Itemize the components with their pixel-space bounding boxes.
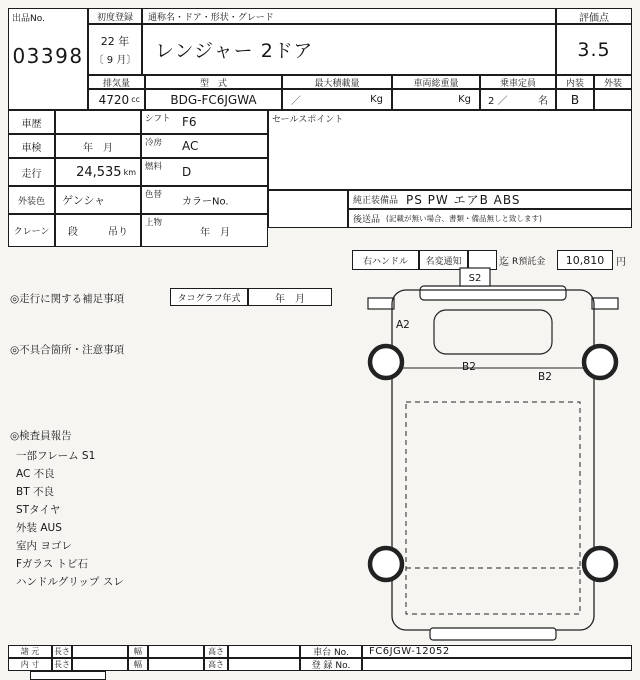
equipment-label: 純正装備品: [353, 196, 399, 206]
first-registration-value: [88, 24, 142, 75]
displacement-value: 4720: [98, 92, 130, 107]
vehicle-name-value: レンジャー 2ドア: [142, 24, 556, 75]
damage-marker-a2: A2: [396, 319, 410, 331]
sales-point-label: セールスポイント: [272, 115, 344, 125]
inspector-report-item: 外装 AUS: [16, 521, 62, 534]
max-load-value-cell: [282, 89, 392, 110]
later-items-label: 後送品: [353, 215, 381, 225]
inner-length-label: 長さ: [54, 660, 70, 669]
sales-point-box: [268, 110, 632, 190]
history-label: 車歴: [8, 110, 55, 134]
upper-body-value: 年 月: [200, 227, 230, 238]
upper-body-label: 上物: [145, 218, 163, 228]
capacity-value: 2 ／: [488, 96, 508, 107]
truck-body-outline: [392, 290, 594, 630]
cooling-cell: [141, 134, 268, 158]
vehicle-damage-diagram: [356, 266, 630, 644]
inspector-report-item: BT 不良: [16, 485, 54, 498]
inspector-report-list: [16, 446, 236, 590]
crane-hoist-label: 吊り: [108, 227, 128, 238]
crane-stage-label: 段: [68, 227, 78, 238]
first-registration-year: 22 年: [100, 35, 130, 48]
repaint-value: カラーNo.: [182, 196, 229, 208]
spec-width-value: [148, 645, 204, 658]
tachograph-label-box: タコグラフ年式: [170, 288, 248, 306]
sales-point-extension: [268, 190, 348, 228]
model-code-header: 型 式: [145, 75, 282, 89]
equipment-value: PS PW エアB ABS: [406, 193, 521, 207]
shift-label: シフト: [145, 114, 171, 124]
repaint-label: 色替: [145, 190, 163, 200]
grade-value: 3.5: [556, 24, 632, 75]
recycle-deposit-label: R預託金: [512, 257, 546, 267]
right-mirror-shape: [592, 298, 618, 309]
grade-header: 評価点: [556, 8, 632, 24]
registration-number-label: 登 録 No.: [300, 658, 362, 671]
name-change-until-label: 迄: [499, 257, 509, 268]
left-mirror-shape: [368, 298, 394, 309]
gross-weight-unit: Kg: [458, 94, 471, 105]
handle-position-box: 右ハンドル: [352, 250, 419, 270]
front-left-wheel: [370, 346, 402, 378]
inspector-report-item: ハンドルグリップ スレ: [16, 575, 124, 588]
displacement-header: 排気量: [88, 75, 145, 89]
exterior-color-value: ゲンシャ: [55, 186, 141, 214]
cooling-label: 冷房: [145, 138, 163, 148]
fuel-value: D: [182, 165, 192, 179]
inner-length-value: [72, 658, 128, 671]
shift-cell: [141, 110, 268, 134]
inspector-report-item: STタイヤ: [16, 503, 61, 516]
damage-marker-b2-center: B2: [462, 361, 476, 373]
exterior-color-label: 外装色: [8, 186, 55, 214]
chassis-number-value: FC6JGW-12052: [362, 645, 632, 658]
fuel-label: 燃料: [145, 162, 163, 172]
max-load-unit: Kg: [370, 94, 383, 105]
inner-dim-row-label: 内 寸: [8, 658, 52, 671]
first-registration-month: 〔 9 月〕: [93, 55, 137, 66]
name-change-label-box: 名変通知: [419, 250, 468, 270]
spec-height-value: [228, 645, 300, 658]
exterior-grade-value: [594, 89, 632, 110]
inspector-report-item: 室内 ヨゴレ: [16, 539, 72, 552]
spec-length-value: [72, 645, 128, 658]
lot-number-label: 出品No.: [12, 14, 45, 24]
spec-width-label: 幅: [128, 645, 148, 658]
inspection-label: 車検: [8, 134, 55, 158]
gross-weight-header: 車両総重量: [392, 75, 480, 89]
spec-height-label: 高さ: [204, 645, 228, 658]
inspection-value: 年 月: [55, 134, 141, 158]
inner-height-value: [228, 658, 300, 671]
max-load-value: ／: [291, 96, 301, 107]
inner-width-value: [148, 658, 204, 671]
mileage-unit: km: [123, 167, 136, 177]
recycle-deposit-unit: 円: [616, 257, 626, 268]
lot-number-value: 03398: [12, 44, 84, 68]
exterior-header: 外装: [594, 75, 632, 89]
inspector-report-item: 一部フレーム S1: [16, 449, 96, 462]
displacement-unit: cc: [131, 95, 140, 104]
spec-row-label: 諸 元: [8, 645, 52, 658]
inner-height-label: 高さ: [204, 658, 228, 671]
displacement-value-cell: [88, 89, 145, 110]
defects-heading: ◎不具合箇所・注意事項: [10, 344, 125, 356]
mileage-supplement-heading: ◎走行に関する補足事項: [10, 293, 125, 305]
rear-bumper-shape: [430, 628, 556, 640]
interior-grade-value: B: [556, 89, 594, 110]
rear-right-wheel: [584, 548, 616, 580]
later-items-note: (記載が無い場合、書類・備品無しと致します): [386, 214, 542, 223]
inner-width-label: 幅: [128, 658, 148, 671]
recycle-deposit-value: 10,810: [557, 250, 613, 270]
max-load-header: 最大積載量: [282, 75, 392, 89]
equipment-row: [348, 190, 632, 209]
capacity-value-cell: [480, 89, 556, 110]
interior-header: 内装: [556, 75, 594, 89]
first-registration-header: 初度登録: [88, 8, 142, 24]
gross-weight-value-cell: [392, 89, 480, 110]
lot-number-box: [8, 8, 88, 110]
inspector-report-heading: ◎検査員報告: [10, 430, 72, 442]
later-items-row: [348, 209, 632, 228]
damage-marker-b2-right: B2: [538, 371, 552, 383]
inspector-report-item: Fガラス トビ石: [16, 557, 89, 570]
vehicle-name-header: 通称名・ドア・形状・グレード: [142, 8, 556, 24]
capacity-unit: 名: [538, 96, 548, 107]
mileage-label: 走行: [8, 158, 55, 186]
tachograph-value-box: 年 月: [248, 288, 332, 306]
registration-number-value: [362, 658, 632, 671]
front-bumper-shape: [420, 286, 566, 300]
repaint-cell: [141, 186, 268, 214]
chassis-number-label: 車台 No.: [300, 645, 362, 658]
crane-cell: [55, 214, 141, 247]
damage-marker-s2: S2: [468, 273, 482, 284]
front-right-wheel: [584, 346, 616, 378]
bottom-tab-box: [30, 671, 106, 680]
mileage-cell: [55, 158, 141, 186]
shift-value: F6: [182, 115, 197, 129]
fuel-cell: [141, 158, 268, 186]
inspector-report-item: AC 不良: [16, 467, 55, 480]
cargo-bed-outline: [406, 402, 580, 614]
windshield-shape: [434, 310, 552, 354]
crane-label: クレーン: [8, 214, 55, 247]
upper-body-cell: [141, 214, 268, 247]
capacity-header: 乗車定員: [480, 75, 556, 89]
mileage-value: 24,535: [76, 164, 122, 180]
rear-left-wheel: [370, 548, 402, 580]
spec-length-label: 長さ: [54, 647, 70, 656]
model-code-value: BDG-FC6JGWA: [145, 89, 282, 110]
history-value: [55, 110, 141, 134]
cooling-value: AC: [182, 139, 199, 153]
